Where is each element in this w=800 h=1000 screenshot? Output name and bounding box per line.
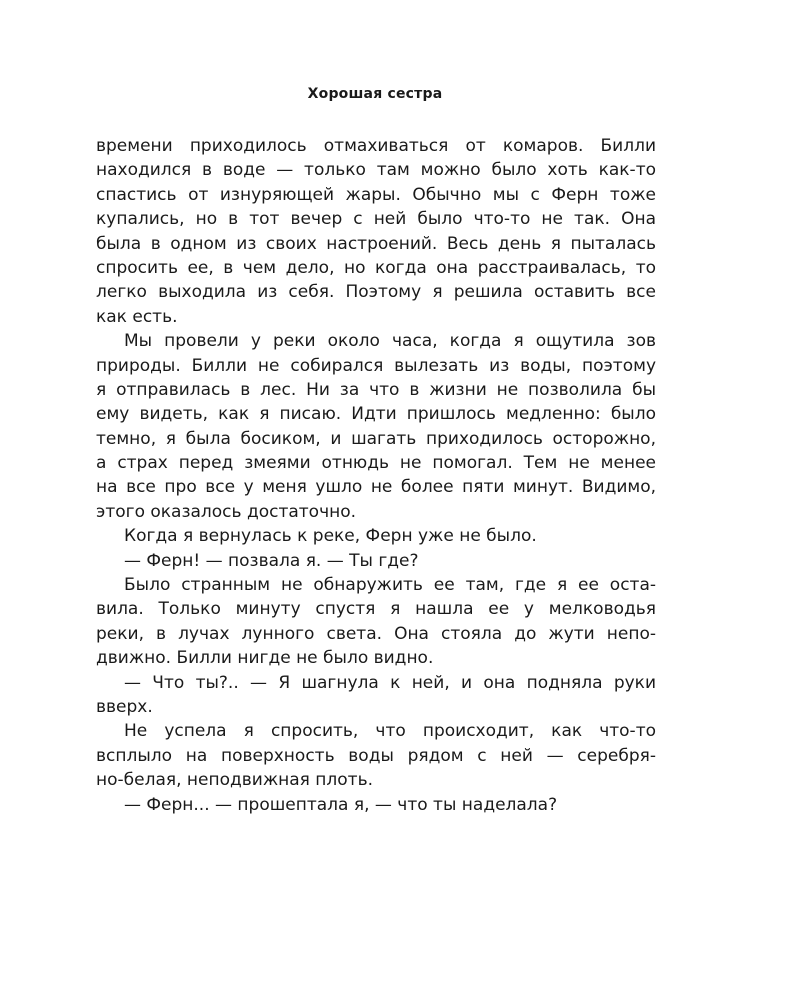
- text-line: темно, я была босиком, и шагать приходилось осторожно,: [96, 428, 656, 449]
- text-line: находился в воде — только там можно было хоть как-то: [96, 160, 656, 181]
- text-line: я отправилась в лес. Ни за что в жизни не позволила бы: [96, 379, 656, 400]
- body-text: [96, 134, 656, 817]
- text-line: — Ферн! — позвала я. — Ты где?: [124, 550, 419, 571]
- text-line: Мы провели у реки около часа, когда я ощутила зов: [124, 331, 656, 352]
- text-line: всплыло на поверхность воды рядом с ней — серебря-: [96, 745, 656, 766]
- running-title: Хорошая сестра: [307, 86, 443, 102]
- text-line: — Ферн... — прошептала я, — что ты наделала?: [124, 794, 558, 815]
- text-line: вверх.: [96, 696, 153, 717]
- text-line: вила. Только минуту спустя я нашла ее у мелководья: [96, 599, 656, 620]
- text-line: реки, в лучах лунного света. Она стояла до жути непо-: [96, 623, 656, 644]
- text-line: ему видеть, как я писаю. Идти пришлось медленно: было: [96, 404, 656, 425]
- text-line: Когда я вернулась к реке, Ферн уже не было.: [124, 526, 537, 547]
- text-line: спастись от изнуряющей жары. Обычно мы с Ферн тоже: [96, 184, 656, 205]
- text-line: времени приходилось отмахиваться от комаров. Билли: [96, 136, 656, 156]
- text-line: этого оказалось достаточно.: [96, 501, 357, 522]
- text-line: спросить ее, в чем дело, но когда она расстраивалась, то: [96, 257, 656, 278]
- text-line: была в одном из своих настроений. Весь день я пыталась: [96, 233, 656, 254]
- text-line: на все про все у меня ушло не более пяти минут. Видимо,: [96, 477, 656, 498]
- text-line: — Что ты?.. — Я шагнула к ней, и она подняла руки: [124, 672, 656, 693]
- text-line: природы. Билли не собирался вылезать из воды, поэтому: [96, 355, 656, 376]
- text-line: а страх перед змеями отнюдь не помогал. Тем не менее: [96, 453, 656, 474]
- text-line: легко выходила из себя. Поэтому я решила оставить все: [96, 282, 656, 303]
- text-line: движно. Билли нигде не было видно.: [96, 648, 434, 669]
- text-line: Было странным не обнаружить ее там, где я ее оста-: [124, 575, 656, 596]
- text-line: Не успела я спросить, что происходит, как что-то: [124, 721, 656, 742]
- text-line: но-белая, неподвижная плоть.: [96, 770, 374, 791]
- text-line: купались, но в тот вечер с ней было что-то не так. Она: [96, 209, 656, 230]
- text-line: как есть.: [96, 306, 178, 327]
